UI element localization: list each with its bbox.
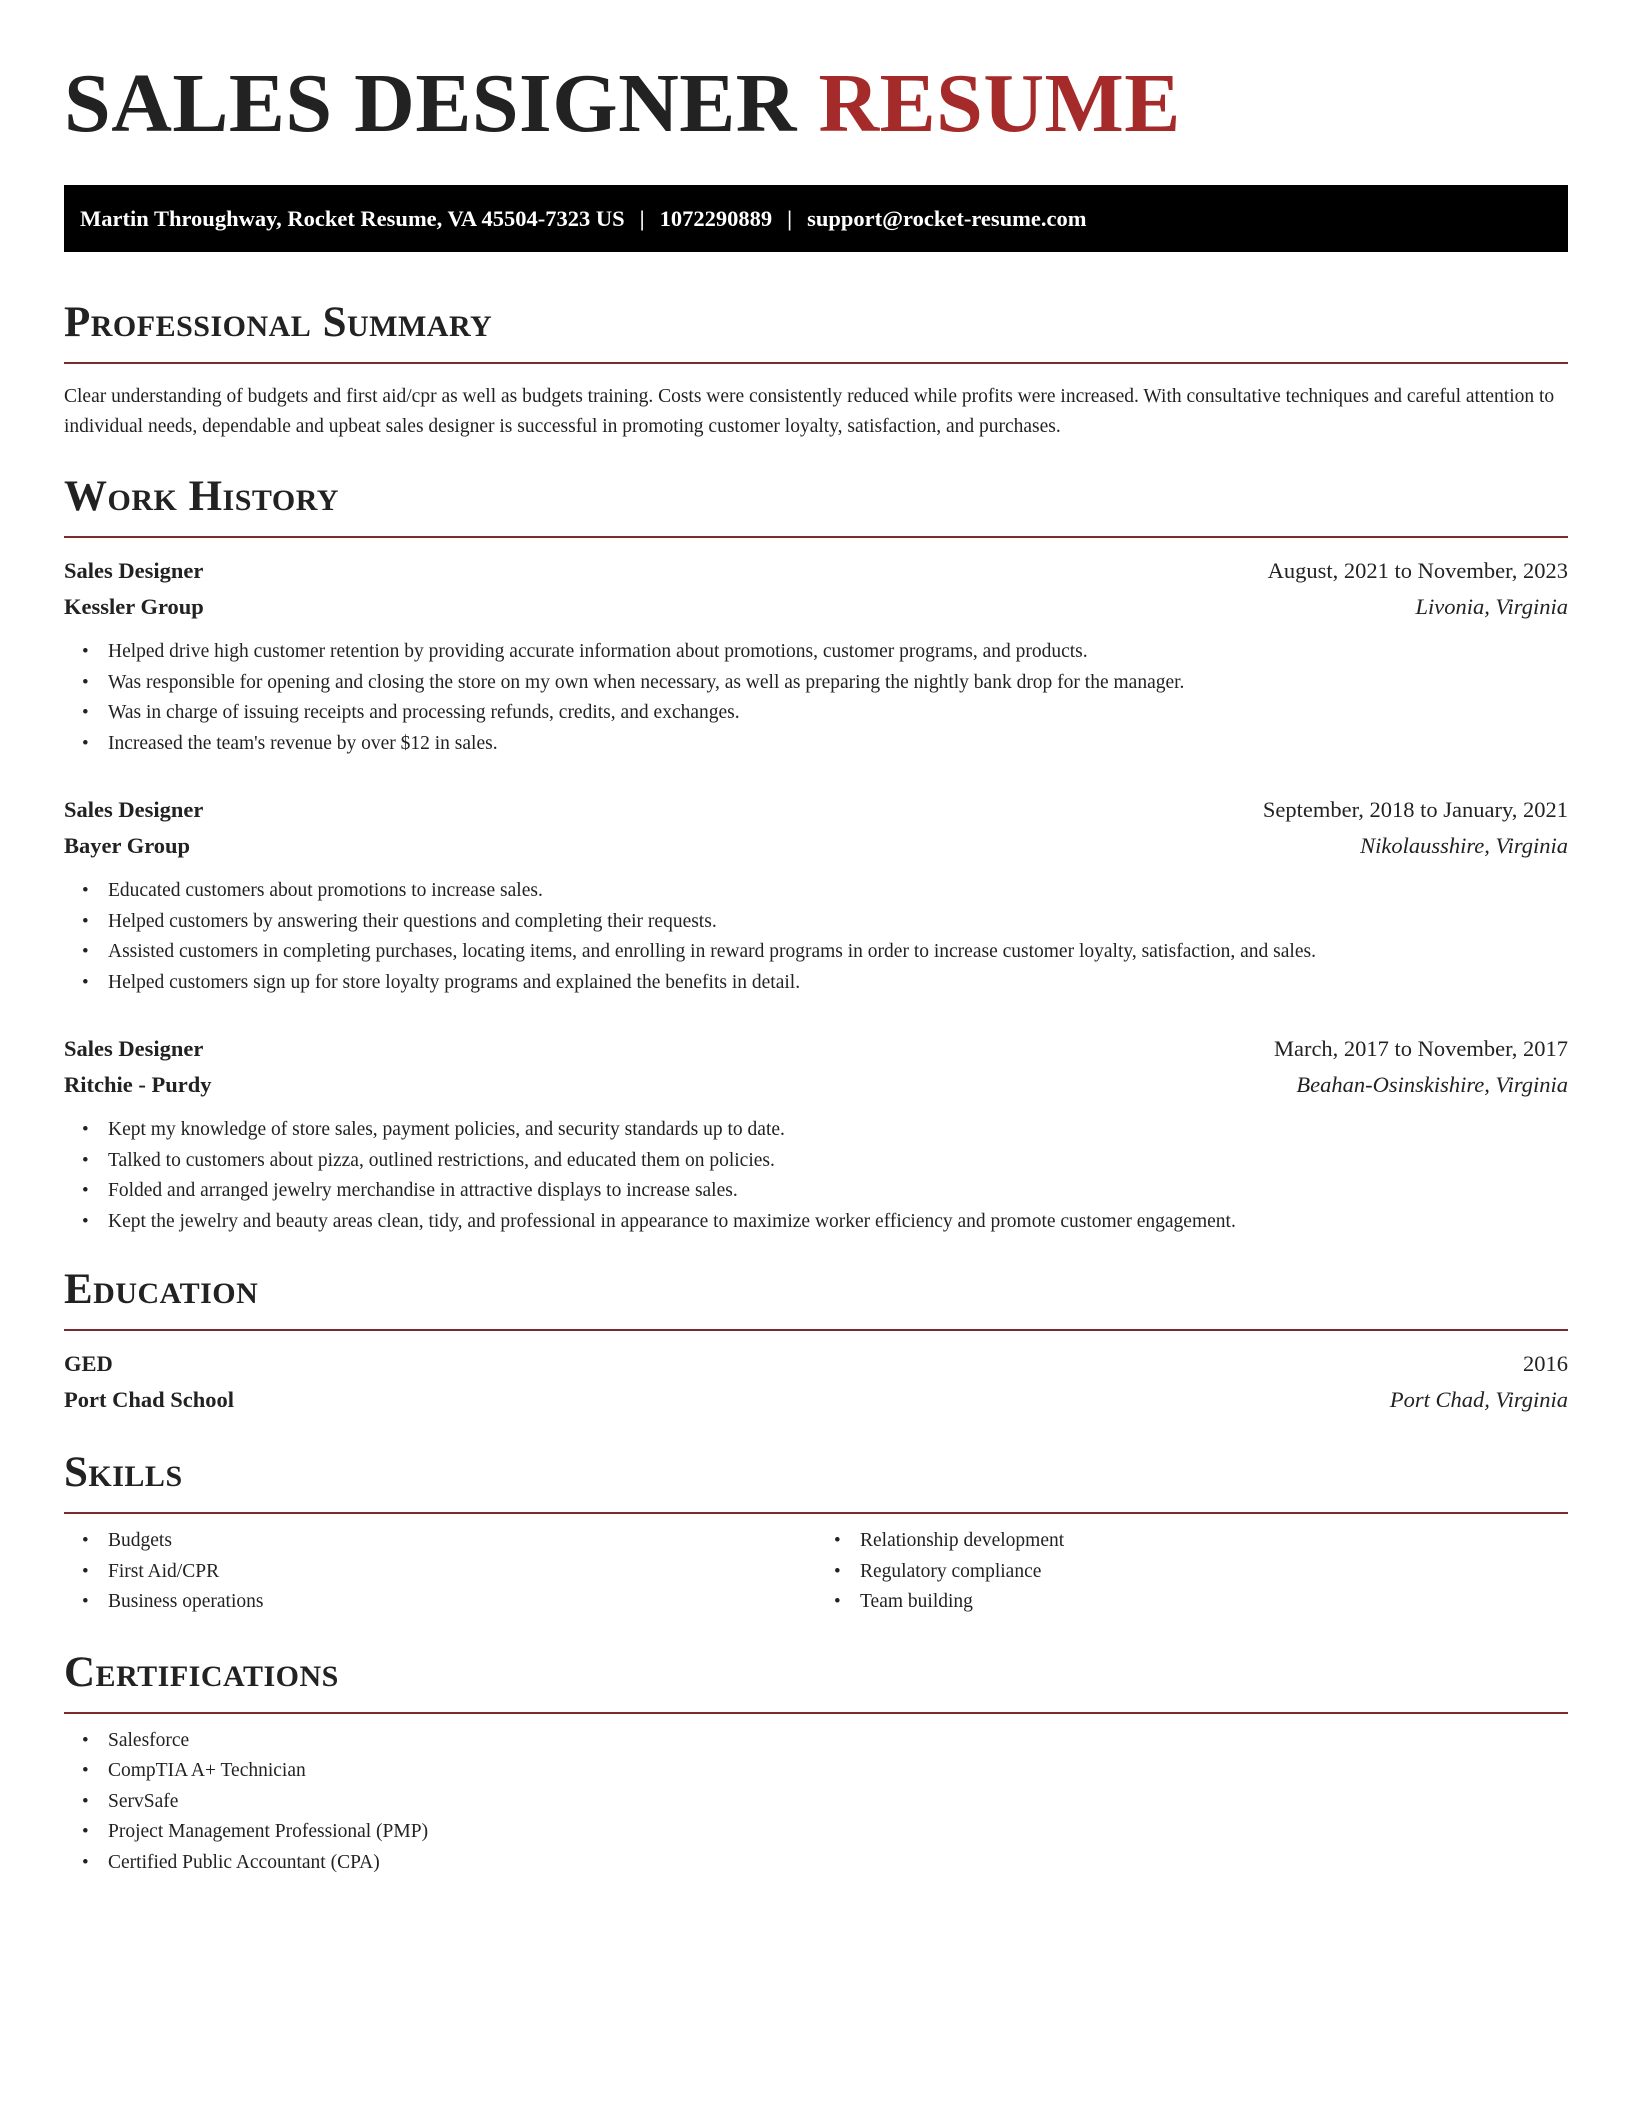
- job-bullets: [64, 637, 1568, 759]
- job-bullet: • Helped customers sign up for store loyalty programs and explained the benefits in detail.: [108, 968, 1568, 999]
- job-entry: [64, 792, 1568, 998]
- job-bullet: • Assisted customers in completing purchases, locating items, and enrolling in reward programs in order to increase customer loyalty, satisfaction, and sales.: [108, 937, 1568, 968]
- summary-section: [64, 296, 1568, 442]
- education-year: 2016: [1523, 1351, 1568, 1376]
- job-bullet: • Helped drive high customer retention by providing accurate information about promotions, customer programs, and products.: [108, 637, 1568, 668]
- job-company: Ritchie - Purdy: [64, 1072, 212, 1097]
- job-bullet: • Kept my knowledge of store sales, payment policies, and security standards up to date.: [108, 1115, 1568, 1146]
- education-school: Port Chad School: [64, 1387, 235, 1412]
- job-location: Beahan-Osinskishire, Virginia: [1296, 1072, 1568, 1097]
- job-bullets: [64, 1115, 1568, 1237]
- job-dates: March, 2017 to November, 2017: [1273, 1036, 1568, 1061]
- job-company: Kessler Group: [64, 594, 204, 619]
- education-entry: [64, 1346, 1568, 1418]
- work-history-heading: Work History: [64, 473, 339, 520]
- certification-item: • Salesforce: [108, 1726, 1568, 1757]
- section-divider: [64, 1329, 1568, 1331]
- summary-text: Clear understanding of budgets and first aid/cpr as well as budgets training. Costs were consistently reduced while profits were increased. With consultative techniques and careful attention to individual needs, dependable and upbeat sales designer is successful in promoting customer loyalty, satisfaction, and purchases.: [64, 386, 1555, 437]
- job-company-row: [64, 589, 1568, 625]
- certification-item: • CompTIA A+ Technician: [108, 1756, 1568, 1787]
- certification-item: • Certified Public Accountant (CPA): [108, 1848, 1568, 1879]
- job-bullet: • Folded and arranged jewelry merchandise in attractive displays to increase sales.: [108, 1176, 1568, 1207]
- job-location: Nikolausshire, Virginia: [1360, 833, 1568, 858]
- summary-heading: Professional Summary: [64, 299, 493, 346]
- job-company-row: [64, 828, 1568, 864]
- certifications-heading: Certifications: [64, 1648, 339, 1696]
- job-location: Livonia, Virginia: [1415, 594, 1568, 619]
- title-main: SALES DESIGNER: [64, 57, 797, 150]
- skills-heading: Skills: [64, 1449, 183, 1496]
- job-company-row: [64, 1067, 1568, 1103]
- section-divider: [64, 1712, 1568, 1714]
- resume-title: [64, 56, 1568, 152]
- job-title: Sales Designer: [64, 558, 204, 583]
- certification-item: • ServSafe: [108, 1787, 1568, 1818]
- skill-item: • First Aid/CPR: [108, 1557, 816, 1588]
- education-section: [64, 1263, 1568, 1418]
- job-bullet: • Increased the team's revenue by over $12 in sales.: [108, 729, 1568, 760]
- job-company: Bayer Group: [64, 833, 191, 858]
- job-bullet: • Was in charge of issuing receipts and processing refunds, credits, and exchanges.: [108, 698, 1568, 729]
- skills-section: [64, 1446, 1568, 1618]
- skills-list-left: [64, 1526, 816, 1618]
- job-dates: September, 2018 to January, 2021: [1262, 797, 1568, 822]
- skill-item: • Regulatory compliance: [860, 1557, 1568, 1588]
- skills-grid: [64, 1514, 1568, 1618]
- job-dates: August, 2021 to November, 2023: [1267, 558, 1568, 583]
- contact-separator: |: [787, 205, 793, 231]
- contact-phone: 1072290889: [659, 205, 773, 231]
- contact-separator: |: [639, 205, 645, 231]
- job-title: Sales Designer: [64, 1036, 204, 1061]
- job-entry: [64, 553, 1568, 759]
- job-header-row: [64, 553, 1568, 589]
- education-degree: GED: [64, 1351, 113, 1376]
- job-bullet: • Talked to customers about pizza, outlined restrictions, and educated them on policies.: [108, 1146, 1568, 1177]
- education-degree-row: [64, 1346, 1568, 1382]
- certifications-list: [64, 1726, 1568, 1879]
- job-header-row: [64, 1031, 1568, 1067]
- contact-bar: [64, 185, 1568, 252]
- certifications-section: [64, 1646, 1568, 1879]
- job-bullet: • Educated customers about promotions to increase sales.: [108, 876, 1568, 907]
- title-accent: RESUME: [818, 57, 1181, 150]
- job-bullets: [64, 876, 1568, 998]
- job-bullet: • Kept the jewelry and beauty areas clean, tidy, and professional in appearance to maximize worker efficiency and promote customer engagement.: [108, 1207, 1568, 1238]
- section-divider: [64, 536, 1568, 538]
- certification-item: • Project Management Professional (PMP): [108, 1817, 1568, 1848]
- skills-list-right: [816, 1526, 1568, 1618]
- education-heading: Education: [64, 1266, 259, 1313]
- skill-item: • Business operations: [108, 1587, 816, 1618]
- skill-item: • Relationship development: [860, 1526, 1568, 1557]
- section-divider: [64, 362, 1568, 364]
- skill-item: • Budgets: [108, 1526, 816, 1557]
- job-entry: [64, 1031, 1568, 1237]
- job-header-row: [64, 792, 1568, 828]
- contact-email: support@rocket-resume.com: [807, 205, 1087, 231]
- contact-address: Martin Throughway, Rocket Resume, VA 45504-7323 US: [80, 205, 625, 231]
- job-bullet: • Helped customers by answering their questions and completing their requests.: [108, 907, 1568, 938]
- work-history-section: [64, 470, 1568, 1237]
- education-location: Port Chad, Virginia: [1389, 1387, 1568, 1412]
- education-school-row: [64, 1382, 1568, 1418]
- skill-item: • Team building: [860, 1587, 1568, 1618]
- job-bullet: • Was responsible for opening and closing the store on my own when necessary, as well as preparing the nightly bank drop for the manager.: [108, 668, 1568, 699]
- job-title: Sales Designer: [64, 797, 204, 822]
